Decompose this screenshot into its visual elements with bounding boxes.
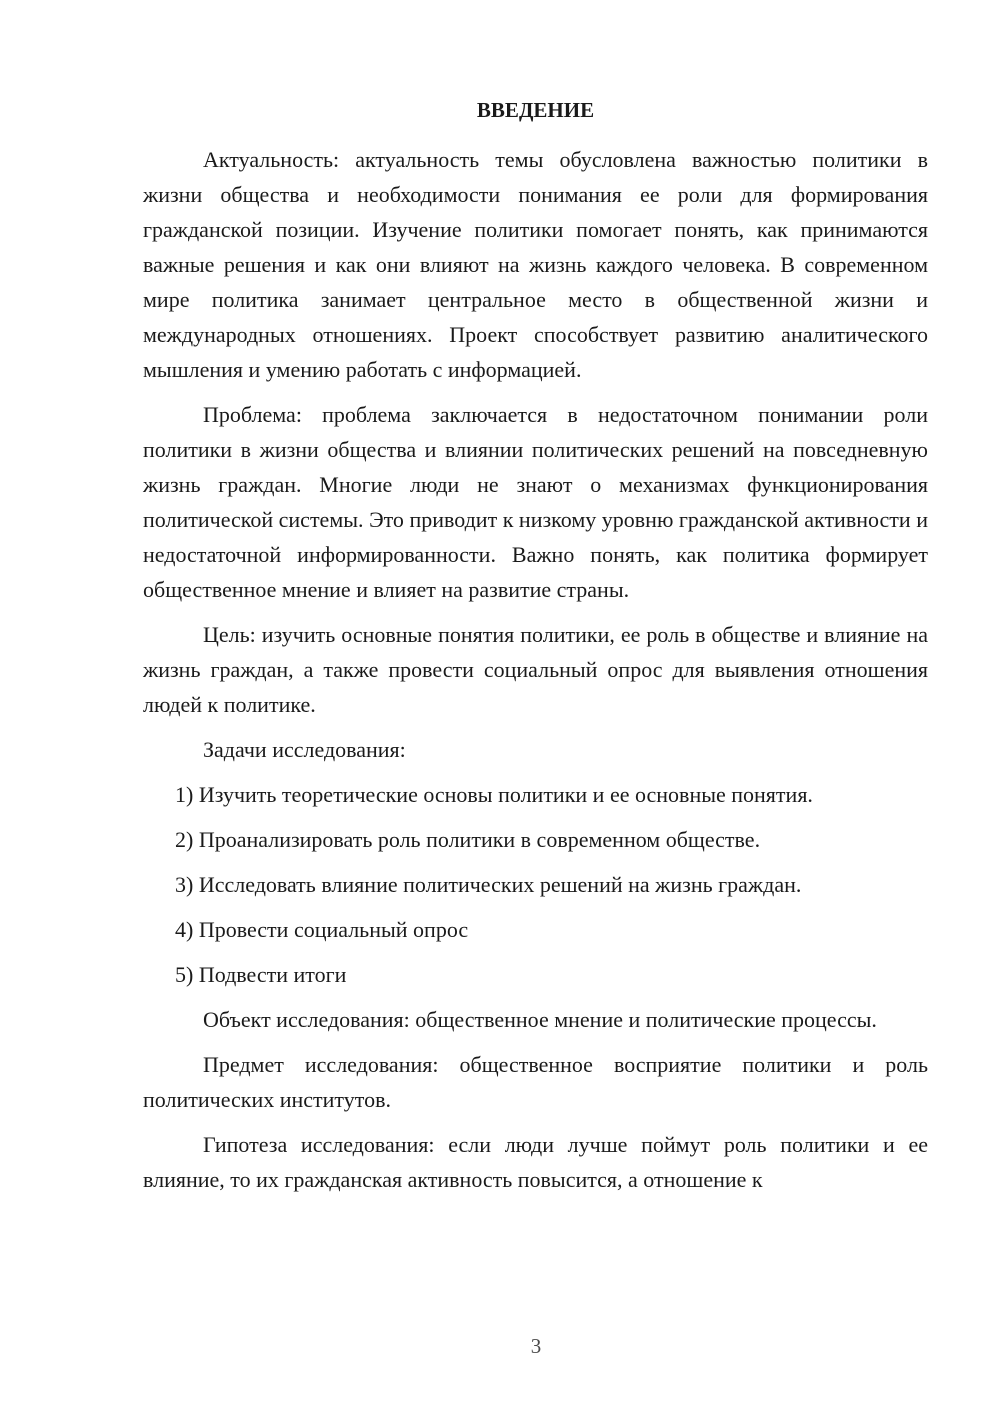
section-title: ВВЕДЕНИЕ [476,98,595,122]
task-item: 4) Провести социальный опрос [175,917,469,942]
paragraph-object: Объект исследования: общественное мнение и политические процессы. [203,1007,877,1032]
task-item: 1) Изучить теоретические основы политики и ее основные понятия. [175,782,813,807]
page-number: 3 [530,1334,542,1358]
paragraph-goal: Цель: изучить основные понятия политики, ее роль в обществе и влияние на жизнь граждан, а также провести социальный опрос для выявления отношения людей к политике. [143,622,928,717]
paragraph-problem: Проблема: проблема заключается в недостаточном понимании роли политики в жизни общества и влиянии политических решений на повседневную жизнь граждан. Многие люди не знают о механизмах функционирования политической системы. Это приводит к низкому уровню гражданской активности и недостаточной информированности. Важно понять, как политика формирует общественное мнение и влияет на развитие страны. [143,402,928,602]
paragraph-subject: Предмет исследования: общественное восприятие политики и роль политических институтов. [143,1052,928,1112]
task-item: 5) Подвести итоги [175,962,347,987]
page-content [143,93,928,1207]
tasks-list [143,777,928,992]
paragraph-tasks-heading: Задачи исследования: [203,737,406,762]
paragraph-relevance: Актуальность: актуальность темы обусловлена важностью политики в жизни общества и необходимости понимания ее роли для формирования гражданской позиции. Изучение политики помогает понять, как принимаются важные решения и как они влияют на жизнь каждого человека. В современном мире политика занимает центральное место в общественной жизни и международных отношениях. Проект способствует развитию аналитического мышления и умению работать с информацией. [143,147,928,382]
task-item: 2) Проанализировать роль политики в современном обществе. [175,827,761,852]
task-item: 3) Исследовать влияние политических решений на жизнь граждан. [175,872,802,897]
paragraph-hypothesis: Гипотеза исследования: если люди лучше поймут роль политики и ее влияние, то их гражданская активность повысится, а отношение к [143,1132,928,1192]
